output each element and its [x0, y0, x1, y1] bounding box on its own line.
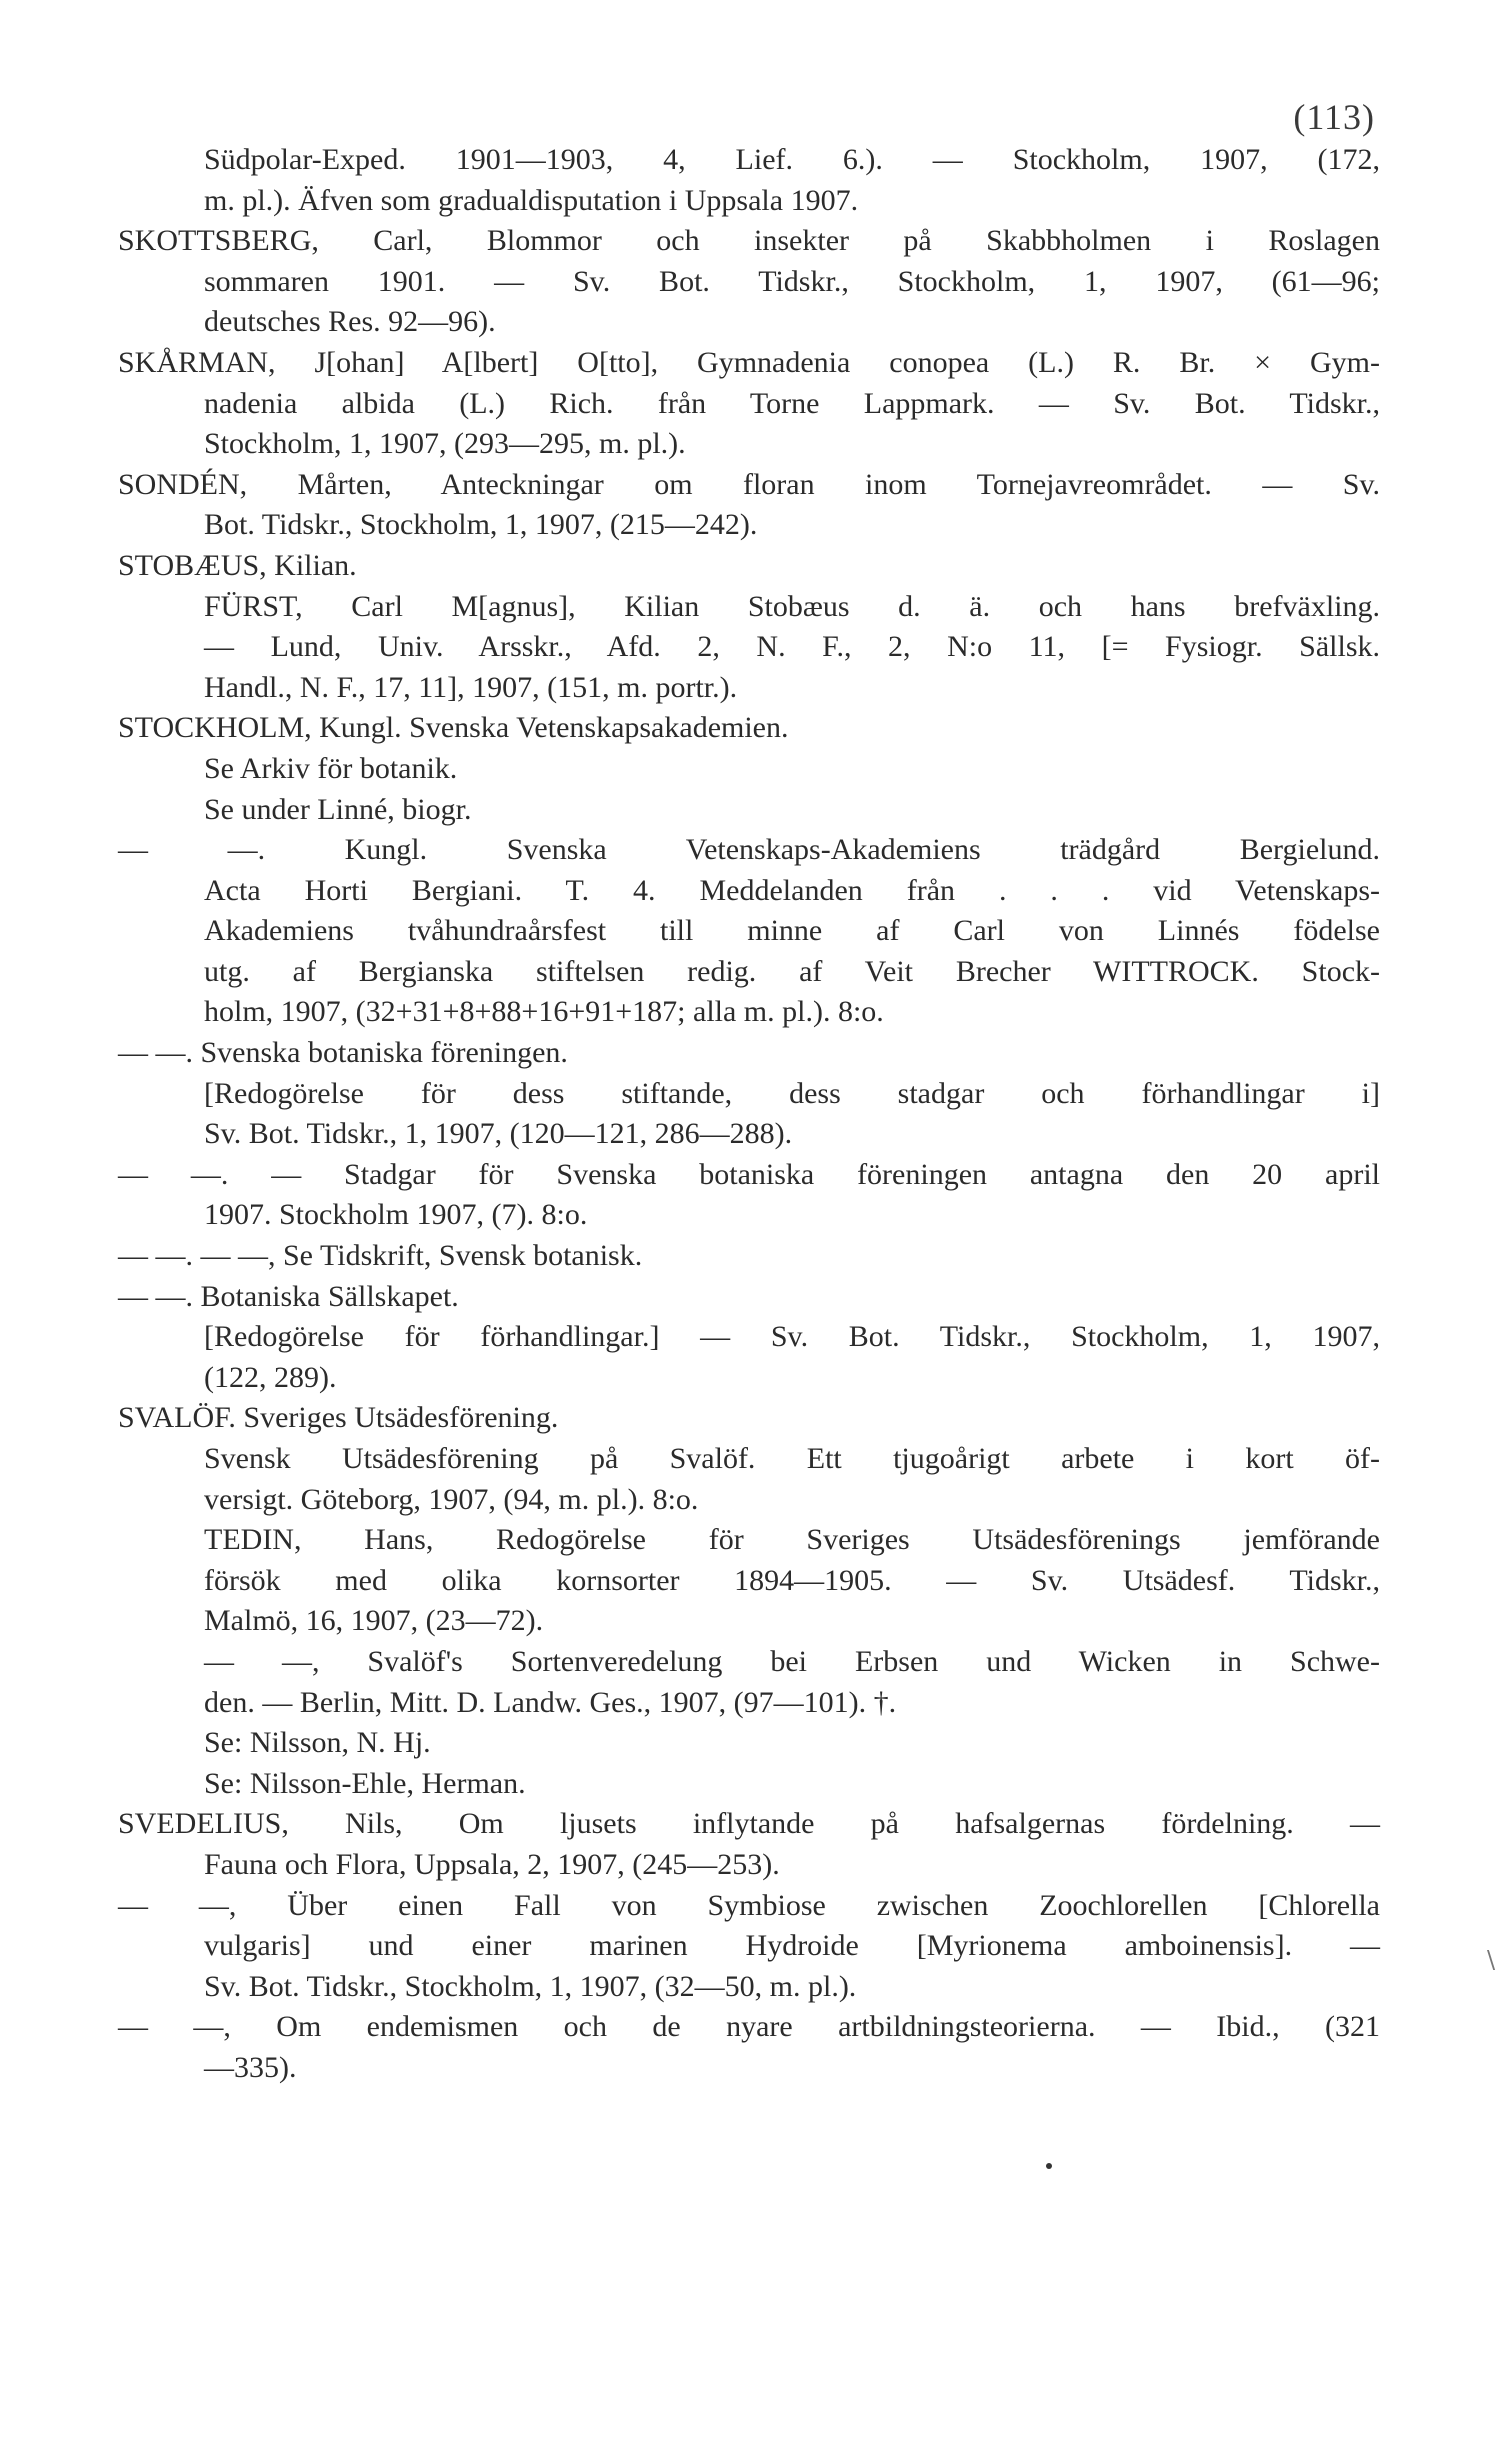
bibliography-line: holm, 1907, (32+31+8+88+16+91+187; alla m. pl.). 8:o. — [204, 995, 884, 1029]
bibliography-line: — —. — —, Se Tidskrift, Svensk botanisk. — [118, 1239, 643, 1273]
bibliography-line: — —. Svenska botaniska föreningen. — [118, 1036, 568, 1070]
bibliography-line: Fauna och Flora, Uppsala, 2, 1907, (245—253). — [204, 1847, 780, 1881]
bibliography-line: Se under Linné, biogr. — [204, 792, 472, 826]
bibliography-line: STOCKHOLM, Kungl. Svenska Vetenskapsakademien. — [118, 711, 789, 745]
bibliography-line: Malmö, 16, 1907, (23—72). — [204, 1604, 544, 1638]
bibliography-line: den. — Berlin, Mitt. D. Landw. Ges., 1907, (97—101). †. — [204, 1685, 897, 1719]
bibliography-line: Svensk Utsädesförening på Svalöf. Ett tjugoårigt arbete i kort öf- — [204, 1442, 1380, 1475]
bibliography-line: Handl., N. F., 17, 11], 1907, (151, m. portr.). — [204, 670, 738, 704]
bibliography-line: sommaren 1901. — Sv. Bot. Tidskr., Stockholm, 1, 1907, (61—96; — [204, 264, 1380, 298]
bibliography-line: Südpolar-Exped. 1901—1903, 4, Lief. 6.). — Stockholm, 1907, (172, — [204, 143, 1380, 176]
bibliography-line: —335). — [204, 2050, 297, 2084]
bibliography-line: m. pl.). Äfven som gradualdisputation i Uppsala 1907. — [204, 183, 859, 217]
bibliography-line: versigt. Göteborg, 1907, (94, m. pl.). 8:o. — [204, 1482, 699, 1516]
bibliography-line: — —. — Stadgar för Svenska botaniska föreningen antagna den 20 april — [118, 1157, 1380, 1191]
bibliography-line: — —, Über einen Fall von Symbiose zwischen Zoochlorellen [Chlorella — [118, 1888, 1380, 1922]
ink-dot — [1046, 2163, 1052, 2169]
bibliography-line: — —, Svalöf's Sortenveredelung bei Erbsen und Wicken in Schwe- — [204, 1644, 1380, 1678]
bibliography-line: FÜRST, Carl M[agnus], Kilian Stobæus d. ä. och hans brefväxling. — [204, 589, 1380, 623]
bibliography-line: (122, 289). — [204, 1360, 337, 1394]
bibliography-line: Se: Nilsson, N. Hj. — [204, 1726, 431, 1760]
bibliography-line: SKOTTSBERG, Carl, Blommor och insekter på Skabbholmen i Roslagen — [118, 224, 1380, 258]
bibliography-line: — —. Botaniska Sällskapet. — [118, 1279, 459, 1313]
bibliography-line: SVEDELIUS, Nils, Om ljusets inflytande på hafsalgernas fördelning. — — [118, 1807, 1380, 1841]
bibliography-line: SVALÖF. Sveriges Utsädesförening. — [118, 1401, 559, 1435]
bibliography-line: [Redogörelse för förhandlingar.] — Sv. Bot. Tidskr., Stockholm, 1, 1907, — [204, 1320, 1380, 1354]
bibliography-line: STOBÆUS, Kilian. — [118, 548, 357, 582]
bibliography-line: vulgaris] und einer marinen Hydroide [Myrionema amboinensis]. — — [204, 1929, 1380, 1963]
bibliography-line: 1907. Stockholm 1907, (7). 8:o. — [204, 1198, 588, 1232]
bibliography-line: — —. Kungl. Svenska Vetenskaps-Akademiens trädgård Bergielund. — [118, 833, 1380, 867]
bibliography-line: — —, Om endemismen och de nyare artbildningsteorierna. — Ibid., (321 — [118, 2010, 1380, 2044]
bibliography-body — [118, 140, 1380, 2089]
bibliography-line: nadenia albida (L.) Rich. från Torne Lappmark. — Sv. Bot. Tidskr., — [204, 386, 1380, 420]
bibliography-line: SONDÉN, Mårten, Anteckningar om floran inom Tornejavreområdet. — Sv. — [118, 467, 1380, 501]
bibliography-line: Bot. Tidskr., Stockholm, 1, 1907, (215—242). — [204, 508, 758, 542]
bibliography-line: Se: Nilsson-Ehle, Herman. — [204, 1766, 526, 1800]
page-edge-mark: \ — [1487, 1946, 1496, 1974]
bibliography-line: deutsches Res. 92—96). — [204, 305, 496, 339]
bibliography-line: [Redogörelse för dess stiftande, dess stadgar och förhandlingar i] — [204, 1076, 1380, 1110]
bibliography-line: Sv. Bot. Tidskr., 1, 1907, (120—121, 286—288). — [204, 1117, 793, 1151]
bibliography-line: TEDIN, Hans, Redogörelse för Sveriges Utsädesförenings jemförande — [204, 1523, 1380, 1557]
bibliography-line: Se Arkiv för botanik. — [204, 751, 458, 785]
page-number: (113) — [1293, 97, 1375, 137]
bibliography-line: Stockholm, 1, 1907, (293—295, m. pl.). — [204, 427, 686, 461]
bibliography-line: Acta Horti Bergiani. T. 4. Meddelanden från . . . vid Vetenskaps- — [204, 873, 1380, 907]
bibliography-line: SKÅRMAN, J[ohan] A[lbert] O[tto], Gymnadenia conopea (L.) R. Br. × Gym- — [118, 345, 1380, 379]
bibliography-line: Akademiens tvåhundraårsfest till minne af Carl von Linnés födelse — [204, 914, 1380, 948]
bibliography-line: Sv. Bot. Tidskr., Stockholm, 1, 1907, (32—50, m. pl.). — [204, 1969, 857, 2003]
bibliography-line: — Lund, Univ. Arsskr., Afd. 2, N. F., 2, N:o 11, [= Fysiogr. Sällsk. — [204, 630, 1380, 664]
bibliography-line: utg. af Bergianska stiftelsen redig. af Veit Brecher WITTROCK. Stock- — [204, 954, 1380, 988]
bibliography-line: försök med olika kornsorter 1894—1905. — Sv. Utsädesf. Tidskr., — [204, 1563, 1380, 1597]
